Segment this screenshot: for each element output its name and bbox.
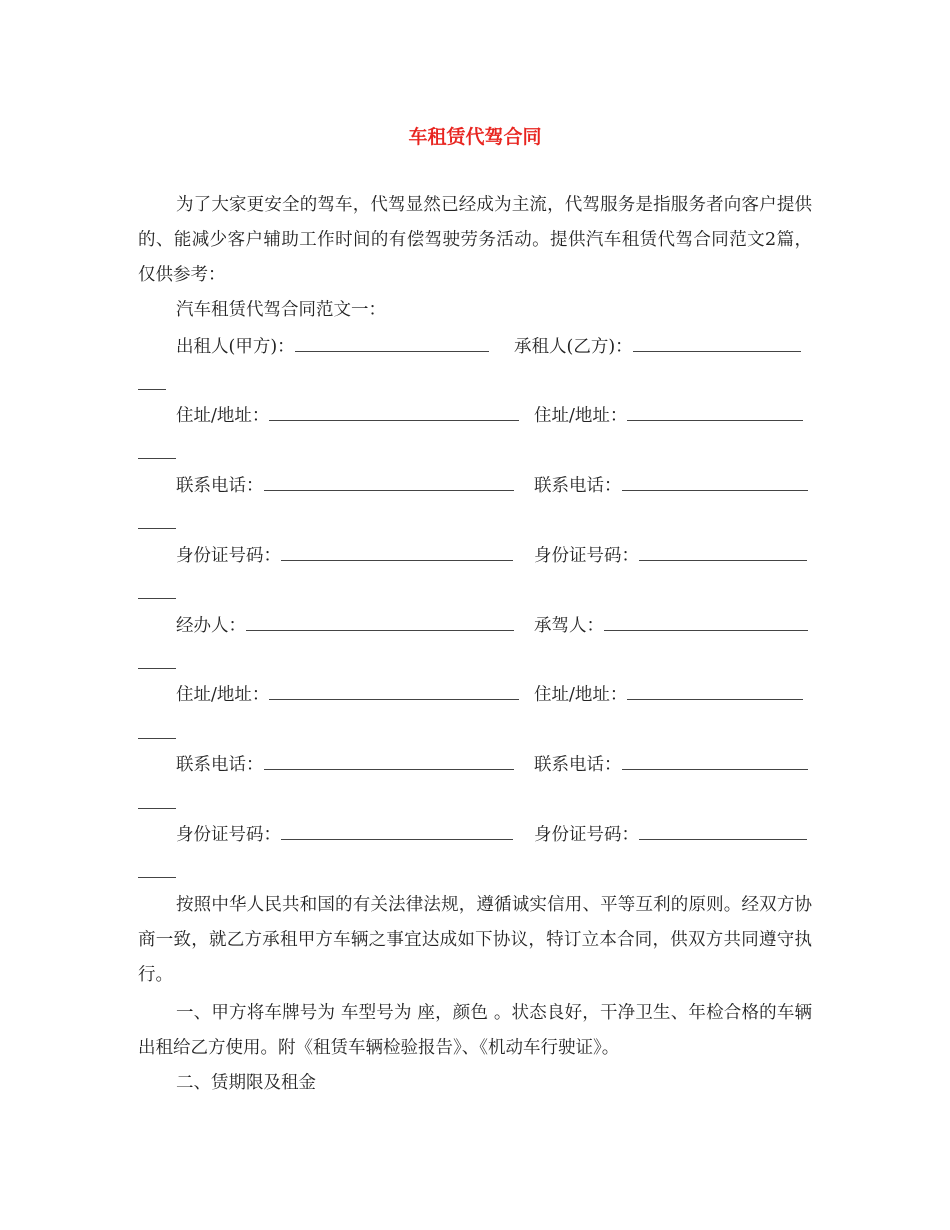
sample-heading-text: 汽车租赁代驾合同范文一： <box>176 300 386 320</box>
driver-phone-blank[interactable] <box>622 751 808 770</box>
lessee-phone-continuation <box>138 528 176 529</box>
intro-paragraph: 为了大家更安全的驾车，代驾显然已经成为主流，代驾服务是指服务者向客户提供的、能减少客户辅助工作时间的有偿驾驶劳务活动。提供汽车租赁代驾合同范文2篇，仅供参考： <box>138 195 812 285</box>
lessor-address-label: 住址/地址： <box>176 406 270 426</box>
lessee-phone-blank[interactable] <box>622 472 808 491</box>
lessee-id-blank[interactable] <box>639 542 807 561</box>
intro-block <box>138 188 812 293</box>
agent-blank[interactable] <box>246 612 514 631</box>
clause-2-block <box>138 1066 812 1101</box>
driver-id-blank[interactable] <box>639 821 807 840</box>
agent-phone-field <box>176 751 514 778</box>
document-title: 车租赁代驾合同 <box>408 126 542 148</box>
lessor-phone-field <box>176 472 514 499</box>
agent-address-field <box>176 681 519 708</box>
lessor-id-blank[interactable] <box>281 542 513 561</box>
agent-field <box>176 612 514 639</box>
agreement-paragraph: 按照中华人民共和国的有关法律法规，遵循诚实信用、平等互利的原则。经双方协商一致，就乙方承租甲方车辆之事宜达成如下协议，特订立本合同，供双方共同遵守执行。 <box>138 895 812 985</box>
driver-label: 承驾人： <box>534 616 604 636</box>
agent-id-blank[interactable] <box>281 821 513 840</box>
lessor-id-label: 身份证号码： <box>176 546 281 566</box>
agent-address-blank[interactable] <box>269 681 519 700</box>
driver-id-field <box>534 821 807 848</box>
agent-phone-label: 联系电话： <box>176 755 264 775</box>
driver-address-field <box>534 681 803 708</box>
agent-phone-blank[interactable] <box>264 751 514 770</box>
agent-id-field <box>176 821 513 848</box>
driver-phone-field <box>534 751 808 778</box>
lessor-phone-label: 联系电话： <box>176 476 264 496</box>
lessee-field <box>514 333 801 360</box>
lessor-id-field <box>176 542 513 569</box>
lessor-label: 出租人(甲方)： <box>176 337 295 357</box>
lessee-phone-field <box>534 472 808 499</box>
driver-phone-label: 联系电话： <box>534 755 622 775</box>
lessee-address-field <box>534 402 803 429</box>
lessee-phone-label: 联系电话： <box>534 476 622 496</box>
agreement-block <box>138 888 812 993</box>
driver-field <box>534 612 808 639</box>
lessee-blank[interactable] <box>633 333 801 352</box>
lessor-address-blank[interactable] <box>269 402 519 421</box>
driver-address-continuation <box>138 738 176 739</box>
driver-blank[interactable] <box>604 612 808 631</box>
lessee-id-continuation <box>138 598 176 599</box>
clause-2: 二、赁期限及租金 <box>176 1073 316 1093</box>
lessor-blank[interactable] <box>295 333 489 352</box>
lessee-id-label: 身份证号码： <box>534 546 639 566</box>
clause-1: 一、甲方将车牌号为 车型号为 座，颜色 。状态良好，干净卫生、年检合格的车辆出租给乙方使用。附《租赁车辆检验报告》、《机动车行驶证》。 <box>138 1003 812 1058</box>
agent-id-label: 身份证号码： <box>176 825 281 845</box>
lessee-address-continuation <box>138 458 176 459</box>
clause-1-block <box>138 996 812 1066</box>
driver-address-blank[interactable] <box>627 681 803 700</box>
lessee-address-label: 住址/地址： <box>534 406 628 426</box>
driver-phone-continuation <box>138 808 176 809</box>
driver-id-continuation <box>138 877 176 878</box>
driver-id-label: 身份证号码： <box>534 825 639 845</box>
lessor-field <box>176 333 489 360</box>
lessee-id-field <box>534 542 807 569</box>
agent-address-label: 住址/地址： <box>176 685 270 705</box>
lessee-label: 承租人(乙方)： <box>514 337 633 357</box>
agent-label: 经办人： <box>176 616 246 636</box>
driver-continuation <box>138 668 176 669</box>
lessor-address-field <box>176 402 519 429</box>
lessee-blank-continuation <box>138 389 166 390</box>
lessor-phone-blank[interactable] <box>264 472 514 491</box>
lessee-address-blank[interactable] <box>627 402 803 421</box>
driver-address-label: 住址/地址： <box>534 685 628 705</box>
